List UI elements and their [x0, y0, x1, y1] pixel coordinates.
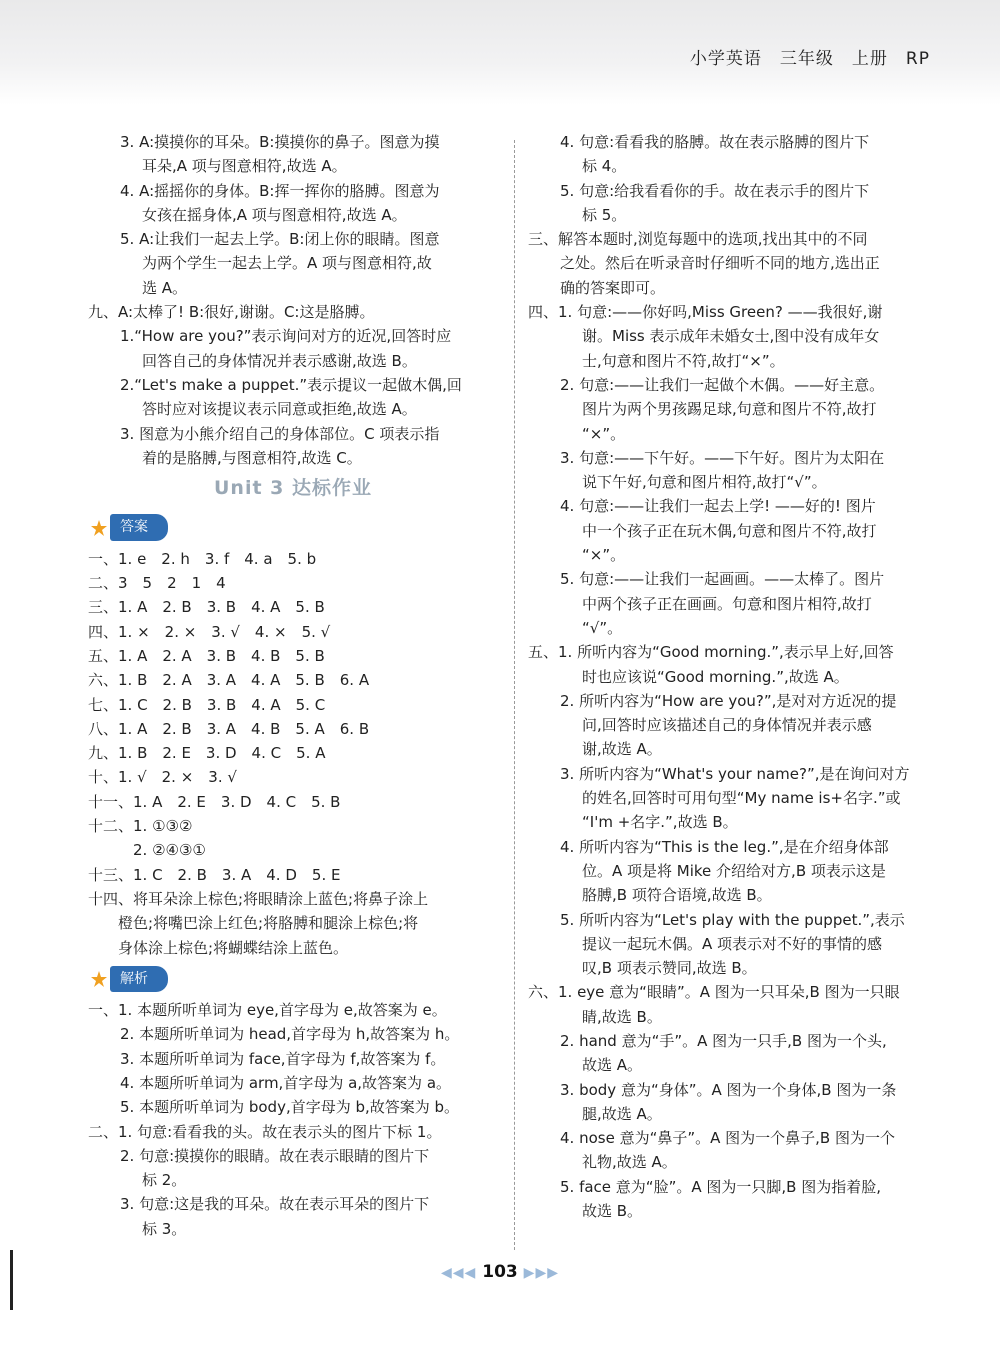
text-line: 十一、1. A 2. E 3. D 4. C 5. B — [88, 792, 341, 811]
text-line: 四、1. 句意:——你好吗,Miss Green? ——我很好,谢 — [528, 303, 883, 322]
page-number: 103 — [482, 1262, 518, 1282]
text-line: 九、1. B 2. E 3. D 4. C 5. A — [88, 744, 326, 763]
text-line: 三、解答本题时,浏览每题中的选项,找出其中的不同 — [528, 230, 868, 249]
text-line: 3. 所听内容为“What's your name?”,是在询问对方 — [560, 764, 910, 783]
text-line: 时也应该说“Good morning.”,故选 A。 — [582, 667, 849, 686]
star-icon — [90, 970, 108, 988]
text-line: 一、1. 本题所听单词为 eye,首字母为 e,故答案为 e。 — [88, 1001, 447, 1020]
text-line: 答时应对该提议表示同意或拒绝,故选 A。 — [142, 400, 417, 419]
text-line: 3. A:摸摸你的耳朵。B:摸摸你的鼻子。图意为摸 — [120, 133, 440, 151]
text-line: 故选 A。 — [582, 1056, 643, 1075]
text-line: 标 5。 — [582, 205, 627, 224]
text-line: 身体涂上棕色;将蝴蝶结涂上蓝色。 — [88, 938, 349, 957]
text-line: 图片为两个男孩踢足球,句意和图片不符,故打 — [582, 400, 877, 419]
text-line: 说下午好,句意和图片相符,故打“√”。 — [582, 473, 827, 492]
text-line: 为两个学生一起去上学。A 项与图意相符,故 — [142, 254, 432, 273]
text-line: 二、3 5 2 1 4 — [88, 574, 226, 593]
right-lines — [528, 130, 940, 1223]
text-line: 4. 本题所听单词为 arm,首字母为 a,故答案为 a。 — [120, 1073, 452, 1092]
text-line: 回答自己的身体情况并表示感谢,故选 B。 — [142, 351, 417, 370]
text-line: 橙色;将嘴巴涂上红色;将胳膊和腿涂上棕色;将 — [88, 914, 419, 933]
text-line: 礼物,故选 A。 — [582, 1153, 677, 1172]
text-line: 故选 B。 — [582, 1202, 643, 1221]
text-line: 问,回答时应该描述自己的身体情况并表示感 — [582, 716, 872, 735]
text-line: 3. 句意:这是我的耳朵。故在表示耳朵的图片下 — [120, 1195, 430, 1214]
right-column — [528, 130, 940, 1223]
text-line: 中一个孩子正在玩木偶,句意和图片不符,故打 — [582, 521, 877, 540]
text-line: 5. 句意:——让我们一起画画。——太棒了。图片 — [560, 570, 885, 589]
text-line: 5. face 意为“脸”。A 图为一只脚,B 图为指着脸, — [560, 1177, 881, 1196]
text-line: 睛,故选 B。 — [582, 1007, 662, 1026]
text-line: 八、1. A 2. B 3. A 4. B 5. A 6. B — [88, 719, 370, 738]
answer-label: 答案 — [110, 514, 168, 540]
text-line: 2. 句意:——让我们一起做个木偶。——好主意。 — [560, 375, 885, 394]
text-line: 5. 句意:给我看看你的手。故在表示手的图片下 — [560, 181, 870, 200]
text-line: 确的答案即可。 — [560, 278, 666, 297]
text-line: 4. 所听内容为“This is the leg.”,是在介绍身体部 — [560, 837, 889, 856]
text-line: 2. 所听内容为“How are you?”,是对对方近况的提 — [560, 691, 897, 710]
text-line: 谢,故选 A。 — [582, 740, 662, 759]
page-footer — [0, 1262, 1000, 1282]
analysis-label: 解析 — [110, 966, 168, 992]
edge-mark — [10, 1250, 13, 1310]
text-line: 中两个孩子正在画画。句意和图片相符,故打 — [582, 594, 872, 613]
left-top-section — [88, 130, 498, 470]
text-line: 3. body 意为“身体”。A 图为一个身体,B 图为一条 — [560, 1080, 897, 1099]
text-line: 叹,B 项表示赞同,故选 B。 — [582, 959, 757, 978]
prev-arrows-icon: ◀◀◀ — [441, 1265, 477, 1281]
text-line: 三、1. A 2. B 3. B 4. A 5. B — [88, 598, 325, 617]
text-line: 4. 句意:——让我们一起去上学! ——好的! 图片 — [560, 497, 876, 516]
text-line: 二、1. 句意:看看我的头。故在表示头的图片下标 1。 — [88, 1122, 442, 1141]
left-column — [88, 130, 498, 1241]
text-line: 十二、1. ①③② — [88, 817, 193, 836]
text-line: 五、1. A 2. A 3. B 4. B 5. B — [88, 646, 325, 665]
answer-list — [88, 547, 498, 960]
text-line: “I'm +名字.”,故选 B。 — [582, 813, 738, 832]
text-line: 2. hand 意为“手”。A 图为一只手,B 图为一个头, — [560, 1031, 887, 1050]
unit-title: Unit 3 达标作业 — [214, 477, 372, 500]
text-line: 六、1. B 2. A 3. A 4. A 5. B 6. A — [88, 671, 370, 690]
text-line: 耳朵,A 项与图意相符,故选 A。 — [142, 157, 347, 176]
text-line: 5. A:让我们一起去上学。B:闭上你的眼睛。图意 — [120, 230, 440, 249]
text-line: 2. ②④③① — [88, 841, 206, 860]
text-line: 3. 句意:——下午好。——下午好。图片为太阳在 — [560, 448, 885, 467]
text-line: 选 A。 — [142, 278, 188, 297]
text-line: 2.“Let's make a puppet.”表示提议一起做木偶,回 — [120, 375, 462, 394]
text-line: 十三、1. C 2. B 3. A 4. D 5. E — [88, 865, 341, 884]
text-line: 标 2。 — [142, 1171, 187, 1190]
analysis-tag — [90, 966, 168, 992]
text-line: 九、A:太棒了! B:很好,谢谢。C:这是胳膊。 — [88, 303, 375, 322]
analysis-list — [88, 998, 498, 1241]
text-line: 3. 本题所听单词为 face,首字母为 f,故答案为 f。 — [120, 1049, 446, 1068]
text-line: 标 4。 — [582, 157, 627, 176]
text-line: 五、1. 所听内容为“Good morning.”,表示早上好,回答 — [528, 643, 894, 662]
text-line: 士,句意和图片不符,故打“×”。 — [582, 351, 785, 370]
text-line: 一、1. e 2. h 3. f 4. a 5. b — [88, 549, 317, 568]
text-line: 2. 本题所听单词为 head,首字母为 h,故答案为 h。 — [120, 1025, 460, 1044]
text-line: 胳膊,B 项符合语境,故选 B。 — [582, 886, 772, 905]
text-line: 十四、将耳朵涂上棕色;将眼睛涂上蓝色;将鼻子涂上 — [88, 889, 429, 908]
text-line: 之处。然后在听录音时仔细听不同的地方,选出正 — [560, 254, 880, 273]
text-line: 3. 图意为小熊介绍自己的身体部位。C 项表示指 — [120, 424, 440, 443]
text-line: 腿,故选 A。 — [582, 1104, 662, 1123]
text-line: 4. 句意:看看我的胳膊。故在表示胳膊的图片下 — [560, 133, 870, 151]
text-line: 1.“How are you?”表示询问对方的近况,回答时应 — [120, 327, 452, 346]
text-line: 4. nose 意为“鼻子”。A 图为一个鼻子,B 图为一个 — [560, 1129, 895, 1148]
answer-tag — [90, 514, 168, 540]
text-line: 谢。Miss 表示成年未婚女士,图中没有成年女 — [582, 327, 880, 346]
text-line: 四、1. × 2. × 3. √ 4. × 5. √ — [88, 622, 331, 641]
text-line: 的姓名,回答时可用句型“My name is+名字.”或 — [582, 789, 901, 808]
text-line: “√”。 — [582, 618, 623, 637]
text-line: 标 3。 — [142, 1219, 187, 1238]
star-icon — [90, 519, 108, 537]
text-line: “×”。 — [582, 546, 626, 565]
text-line: 十、1. √ 2. × 3. √ — [88, 768, 237, 787]
text-line: 位。A 项是将 Mike 介绍给对方,B 项表示这是 — [582, 861, 886, 880]
text-line: “×”。 — [582, 424, 626, 443]
header-title: 小学英语 三年级 上册 RP — [689, 49, 930, 69]
column-divider — [514, 140, 515, 1250]
next-arrows-icon: ▶▶▶ — [523, 1265, 559, 1281]
text-line: 5. 本题所听单词为 body,首字母为 b,故答案为 b。 — [120, 1098, 460, 1117]
text-line: 六、1. eye 意为“眼睛”。A 图为一只耳朵,B 图为一只眼 — [528, 983, 900, 1002]
text-line: 七、1. C 2. B 3. B 4. A 5. C — [88, 695, 326, 714]
text-line: 5. 所听内容为“Let's play with the puppet.”,表示 — [560, 910, 905, 929]
text-line: 女孩在摇身体,A 项与图意相符,故选 A。 — [142, 205, 407, 224]
text-line: 着的是胳膊,与图意相符,故选 C。 — [142, 448, 362, 467]
text-line: 2. 句意:摸摸你的眼睛。故在表示眼睛的图片下 — [120, 1146, 430, 1165]
text-line: 4. A:摇摇你的身体。B:挥一挥你的胳膊。图意为 — [120, 181, 440, 200]
text-line: 提议一起玩木偶。A 项表示对不好的事情的感 — [582, 934, 883, 953]
